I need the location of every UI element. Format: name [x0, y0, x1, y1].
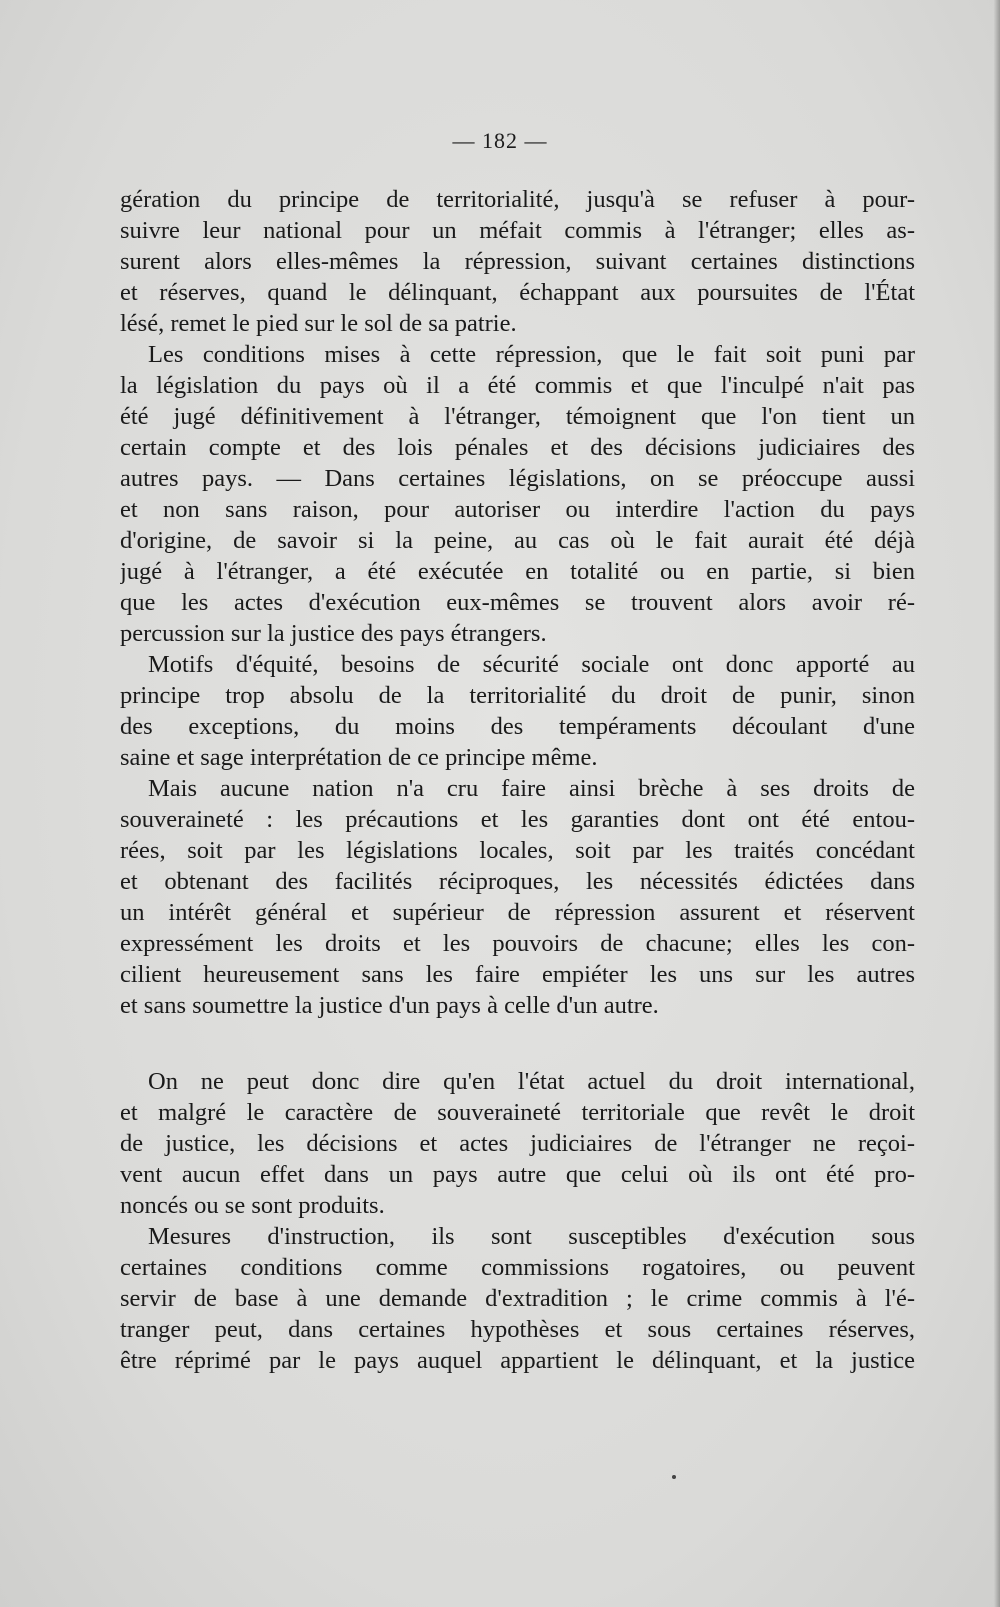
- text-line: été jugé définitivement à l'étranger, témoignent que l'on tient un: [120, 403, 915, 430]
- text-line: On ne peut donc dire qu'en l'état actuel du droit international,: [148, 1068, 915, 1095]
- text-line: percussion sur la justice des pays étrangers.: [120, 620, 547, 647]
- text-line: des exceptions, du moins des tempéraments découlant d'une: [120, 713, 915, 740]
- page-edge-shadow: [994, 0, 1000, 1607]
- page-number: — 182 —: [452, 128, 548, 153]
- text-line: de justice, les décisions et actes judiciaires de l'étranger ne reçoi-: [120, 1130, 915, 1157]
- ink-speck: [672, 1475, 676, 1479]
- text-line: surent alors elles-mêmes la répression, suivant certaines distinctions: [120, 248, 915, 275]
- text-line: et obtenant des facilités réciproques, les nécessités édictées dans: [120, 868, 915, 895]
- text-line: et non sans raison, pour autoriser ou interdire l'action du pays: [120, 496, 915, 523]
- text-line: expressément les droits et les pouvoirs de chacune; elles les con-: [120, 930, 915, 957]
- text-line: que les actes d'exécution eux-mêmes se trouvent alors avoir ré-: [120, 589, 915, 616]
- text-line: gération du principe de territorialité, jusqu'à se refuser à pour-: [120, 186, 915, 213]
- text-line: un intérêt général et supérieur de répression assurent et réservent: [120, 899, 915, 926]
- text-line: noncés ou se sont produits.: [120, 1192, 385, 1219]
- text-block-secondary: [120, 1066, 915, 1376]
- text-line: cilient heureusement sans les faire empiéter les uns sur les autres: [120, 961, 915, 988]
- text-line: principe trop absolu de la territorialité du droit de punir, sinon: [120, 682, 915, 709]
- text-line: Mais aucune nation n'a cru faire ainsi brèche à ses droits de: [148, 775, 915, 802]
- text-line: servir de base à une demande d'extradition ; le crime commis à l'é-: [120, 1285, 915, 1312]
- text-line: et malgré le caractère de souveraineté territoriale que revêt le droit: [120, 1099, 915, 1126]
- text-line: Les conditions mises à cette répression, que le fait soit puni par: [148, 341, 915, 368]
- text-line: souveraineté : les précautions et les garanties dont ont été entou-: [120, 806, 915, 833]
- text-line: Mesures d'instruction, ils sont susceptibles d'exécution sous: [148, 1223, 915, 1250]
- text-line: et réserves, quand le délinquant, échappant aux poursuites de l'État: [120, 279, 915, 306]
- text-line: Motifs d'équité, besoins de sécurité sociale ont donc apporté au: [148, 651, 915, 678]
- text-line: vent aucun effet dans un pays autre que celui où ils ont été pro-: [120, 1161, 915, 1188]
- text-line: rées, soit par les législations locales, soit par les traités concédant: [120, 837, 915, 864]
- text-line: la législation du pays où il a été commis et que l'inculpé n'ait pas: [120, 372, 915, 399]
- text-line: et sans soumettre la justice d'un pays à celle d'un autre.: [120, 992, 659, 1019]
- text-line: certaines conditions comme commissions rogatoires, ou peuvent: [120, 1254, 915, 1281]
- text-block-main: [120, 184, 915, 1021]
- text-line: jugé à l'étranger, a été exécutée en totalité ou en partie, si bien: [120, 558, 915, 585]
- text-line: certain compte et des lois pénales et des décisions judiciaires des: [120, 434, 915, 461]
- text-line: être réprimé par le pays auquel appartient le délinquant, et la justice: [120, 1347, 915, 1374]
- text-line: d'origine, de savoir si la peine, au cas où le fait aurait été déjà: [120, 527, 915, 554]
- text-line: suivre leur national pour un méfait commis à l'étranger; elles as-: [120, 217, 915, 244]
- text-line: lésé, remet le pied sur le sol de sa patrie.: [120, 310, 517, 337]
- text-line: saine et sage interprétation de ce principe même.: [120, 744, 598, 771]
- text-line: tranger peut, dans certaines hypothèses et sous certaines réserves,: [120, 1316, 915, 1343]
- text-line: autres pays. — Dans certaines législations, on se préoccupe aussi: [120, 465, 915, 492]
